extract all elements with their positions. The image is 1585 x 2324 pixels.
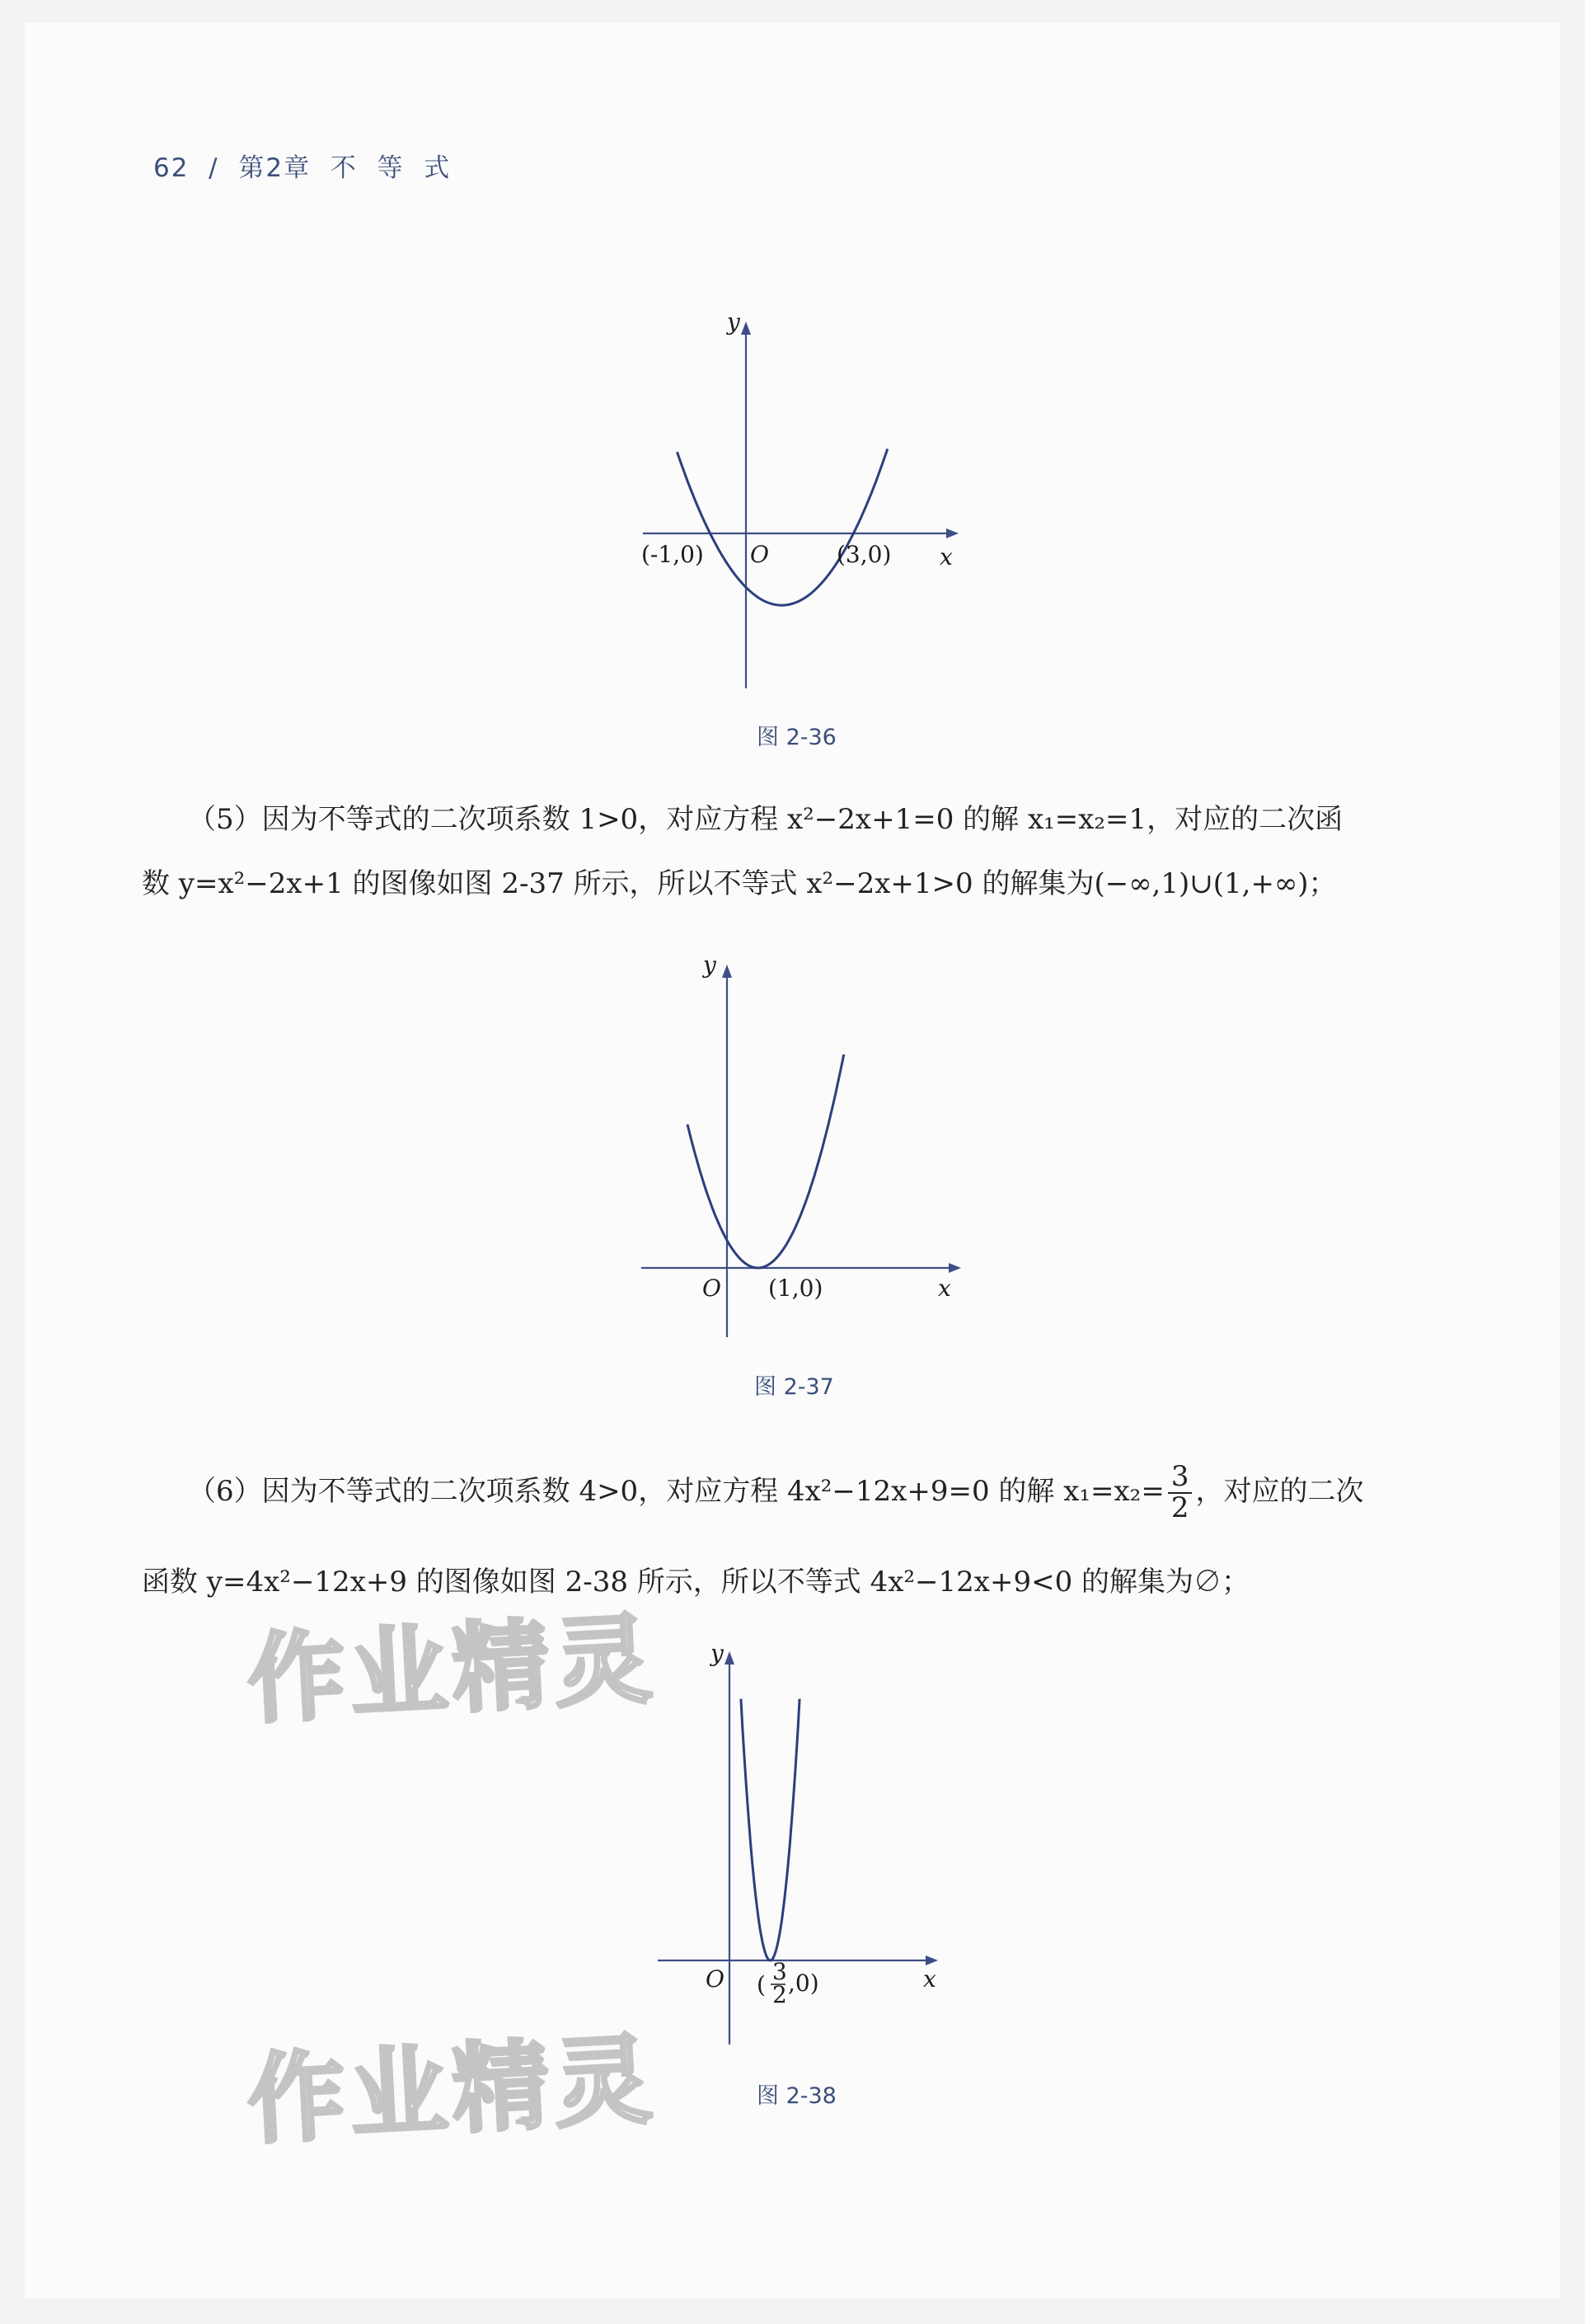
y-axis-label: y — [710, 1640, 724, 1667]
y-axis-arrow-icon — [722, 965, 732, 978]
origin-label: O — [750, 541, 769, 568]
figure-2-38-graph — [651, 1636, 981, 2049]
point-label-frac-den: 2 — [772, 1981, 787, 2008]
chapter-title: 第2章 不 等 式 — [238, 153, 452, 183]
watermark: 作业精灵 — [245, 1602, 659, 1737]
figure-2-36 — [626, 305, 973, 701]
origin-label: O — [702, 1275, 721, 1302]
y-axis-arrow-icon — [725, 1651, 734, 1664]
paragraph-5-line-1: （5）因为不等式的二次项系数 1>0，对应方程 x²−2x+1=0 的解 x₁=x₂=1，对应的二次函 — [188, 803, 1343, 836]
paragraph-6-line-2: 函数 y=4x²−12x+9 的图像如图 2-38 所示，所以不等式 4x²−12x+9<0 的解集为∅； — [142, 1566, 1250, 1599]
parabola-curve — [687, 1054, 844, 1268]
figure-2-38 — [651, 1636, 981, 2049]
x-axis-label: x — [923, 1965, 936, 1993]
point-label-frac-num: 3 — [772, 1958, 787, 1985]
x-axis-label: x — [940, 543, 953, 570]
fraction-numerator: 3 — [1168, 1462, 1193, 1494]
fraction-denominator: 2 — [1170, 1491, 1189, 1524]
fraction-three-halves — [1168, 1462, 1193, 1523]
paragraph-6-text-a: （6）因为不等式的二次项系数 4>0，对应方程 4x²−12x+9=0 的解 x₁=x₂= — [188, 1475, 1165, 1508]
parabola-curve — [741, 1699, 800, 1960]
figure-2-36-graph — [626, 305, 973, 701]
x-axis-arrow-icon — [949, 1263, 961, 1273]
figure-2-37-graph — [626, 951, 973, 1344]
paragraph-6-text-b: ，对应的二次 — [1195, 1475, 1364, 1508]
point-label-vertex: (1,0) — [768, 1275, 823, 1302]
paragraph-5-line-2: 数 y=x²−2x+1 的图像如图 2-37 所示，所以不等式 x²−2x+1>0 的解集为(−∞,1)∪(1,+∞)； — [142, 867, 1337, 900]
header-separator: / — [209, 153, 219, 183]
page-number: 62 — [153, 153, 190, 183]
figure-2-36-caption: 图 2-36 — [757, 725, 837, 750]
point-label-open-paren: ( — [757, 1971, 766, 1998]
figure-2-37-caption: 图 2-37 — [754, 1374, 834, 1400]
figure-2-37 — [626, 951, 973, 1344]
y-axis-label: y — [727, 308, 740, 336]
figure-2-38-caption: 图 2-38 — [757, 2083, 837, 2109]
point-label-tail: ,0) — [788, 1970, 819, 1997]
parabola-curve — [678, 449, 888, 606]
y-axis-label: y — [703, 951, 716, 979]
x-axis-label: x — [938, 1275, 951, 1302]
x-axis-arrow-icon — [926, 1955, 938, 1965]
point-label-left-root: (-1,0) — [641, 541, 704, 568]
x-axis-arrow-icon — [946, 528, 959, 538]
running-head — [153, 147, 451, 184]
y-axis-arrow-icon — [741, 322, 751, 335]
watermark: 作业精灵 — [245, 2022, 659, 2157]
point-label-right-root: (3,0) — [837, 541, 892, 568]
paragraph-6-line-1 — [188, 1459, 1363, 1524]
origin-label: O — [706, 1965, 725, 1993]
